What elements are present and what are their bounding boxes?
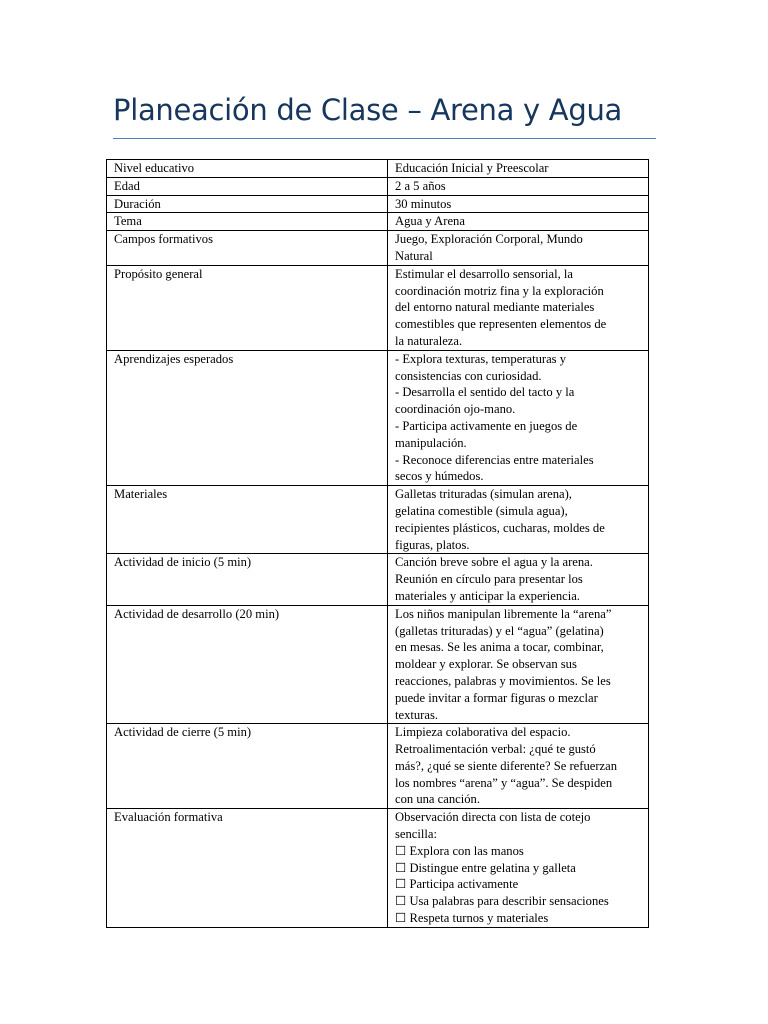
row-value-line: manipulación. xyxy=(395,435,467,450)
row-label-cell xyxy=(107,265,388,350)
row-label-cell xyxy=(107,486,388,554)
row-value-line: los nombres “arena” y “agua”. Se despiden xyxy=(395,775,613,790)
row-value-line: Estimular el desarrollo sensorial, la xyxy=(395,266,574,281)
row-label-cell xyxy=(107,213,388,231)
row-value-cell xyxy=(388,554,649,605)
row-value-line: más?, ¿qué se siente diferente? Se refuerzan xyxy=(395,758,618,773)
row-label-cell xyxy=(107,160,388,178)
row-value-line: ☐ Explora con las manos xyxy=(395,843,524,858)
row-value-line: - Desarrolla el sentido del tacto y la xyxy=(395,385,575,400)
row-value-line: Limpieza colaborativa del espacio. xyxy=(395,725,571,740)
row-value-cell xyxy=(388,724,649,809)
row-value-line: Canción breve sobre el agua y la arena. xyxy=(395,555,593,570)
row-value-cell xyxy=(388,809,649,928)
row-value-line: coordinación ojo-mano. xyxy=(395,402,516,417)
row-value-line: ☐ Distingue entre gelatina y galleta xyxy=(395,860,576,875)
row-label: Evaluación formativa xyxy=(114,810,223,825)
table-row xyxy=(107,554,649,605)
row-label: Materiales xyxy=(114,487,168,502)
row-label: Actividad de cierre (5 min) xyxy=(114,725,252,740)
table-row xyxy=(107,605,649,724)
row-value-line: ☐ Participa activamente xyxy=(395,877,519,892)
row-value-line: sencilla: xyxy=(395,827,437,842)
row-label: Propósito general xyxy=(114,266,203,281)
row-value-line: comestibles que representen elementos de xyxy=(395,317,607,332)
row-value-line: en mesas. Se les anima a tocar, combinar, xyxy=(395,640,604,655)
row-value-line: Los niños manipulan libremente la “arena” xyxy=(395,606,612,621)
table-row xyxy=(107,177,649,195)
table-row xyxy=(107,231,649,266)
row-value-line: reacciones, palabras y movimientos. Se les xyxy=(395,673,611,688)
row-label: Actividad de inicio (5 min) xyxy=(114,555,252,570)
table-row xyxy=(107,213,649,231)
row-value-cell xyxy=(388,486,649,554)
row-value-line: - Reconoce diferencias entre materiales xyxy=(395,452,594,467)
row-value-line: Observación directa con lista de cotejo xyxy=(395,810,591,825)
row-label: Nivel educativo xyxy=(114,161,195,175)
table-row xyxy=(107,265,649,350)
row-label: Campos formativos xyxy=(114,232,213,247)
row-value-line: con una canción. xyxy=(395,792,480,807)
row-value-line: consistencias con curiosidad. xyxy=(395,368,542,383)
row-value-line: - Explora texturas, temperaturas y xyxy=(395,351,566,366)
row-value-cell xyxy=(388,265,649,350)
row-value-line: secos y húmedos. xyxy=(395,469,484,484)
row-value-line: Agua y Arena xyxy=(395,214,465,229)
row-label-cell xyxy=(107,177,388,195)
row-value-cell xyxy=(388,177,649,195)
row-value-line: texturas. xyxy=(395,707,439,722)
row-label: Edad xyxy=(114,178,140,193)
row-value-line: recipientes plásticos, cucharas, moldes de xyxy=(395,520,605,535)
row-value-cell xyxy=(388,350,649,485)
row-value-line: puede invitar a formar figuras o mezclar xyxy=(395,690,598,705)
row-label: Duración xyxy=(114,196,161,211)
row-value-line: moldear y explorar. Se observan sus xyxy=(395,657,577,672)
table-row xyxy=(107,486,649,554)
row-value-line: la naturaleza. xyxy=(395,333,463,348)
row-value-line: Retroalimentación verbal: ¿qué te gustó xyxy=(395,742,596,757)
row-value-cell xyxy=(388,605,649,724)
table-row xyxy=(107,350,649,485)
row-value-cell xyxy=(388,231,649,266)
row-value-cell xyxy=(388,160,649,178)
row-value-line: Galletas trituradas (simulan arena), xyxy=(395,487,572,502)
row-value-line: 30 minutos xyxy=(395,196,452,211)
row-label: Actividad de desarrollo (20 min) xyxy=(114,606,280,621)
lesson-plan-table xyxy=(106,159,649,928)
table-row xyxy=(107,195,649,213)
row-value-line: gelatina comestible (simula agua), xyxy=(395,503,568,518)
row-value-line: Juego, Exploración Corporal, Mundo xyxy=(395,232,583,247)
row-value-line: (galletas trituradas) y el “agua” (gelatina) xyxy=(395,623,604,638)
row-label-cell xyxy=(107,809,388,928)
row-label-cell xyxy=(107,554,388,605)
row-value-line: Educación Inicial y Preescolar xyxy=(395,161,549,175)
row-value-line: del entorno natural mediante materiales xyxy=(395,300,595,315)
row-value-line: 2 a 5 años xyxy=(395,178,446,193)
row-label-cell xyxy=(107,195,388,213)
row-label: Aprendizajes esperados xyxy=(114,351,234,366)
row-value-cell xyxy=(388,195,649,213)
row-value-line: Reunión en círculo para presentar los xyxy=(395,572,583,587)
table-row xyxy=(107,724,649,809)
row-value-line: - Participa activamente en juegos de xyxy=(395,418,578,433)
title-underline xyxy=(113,138,656,139)
row-label-cell xyxy=(107,231,388,266)
row-value-cell xyxy=(388,213,649,231)
row-value-line: materiales y anticipar la experiencia. xyxy=(395,588,580,603)
row-label-cell xyxy=(107,350,388,485)
row-value-line: Natural xyxy=(395,248,433,263)
row-value-line: coordinación motriz fina y la exploración xyxy=(395,283,604,298)
row-value-line: ☐ Usa palabras para describir sensaciones xyxy=(395,894,609,909)
row-label-cell xyxy=(107,724,388,809)
row-value-line: figuras, platos. xyxy=(395,537,470,552)
row-label: Tema xyxy=(114,214,142,229)
row-label-cell xyxy=(107,605,388,724)
row-value-line: ☐ Respeta turnos y materiales xyxy=(395,911,549,926)
table-row xyxy=(107,809,649,928)
page-title: Planeación de Clase – Arena y Agua xyxy=(113,93,622,127)
table-row xyxy=(107,160,649,178)
